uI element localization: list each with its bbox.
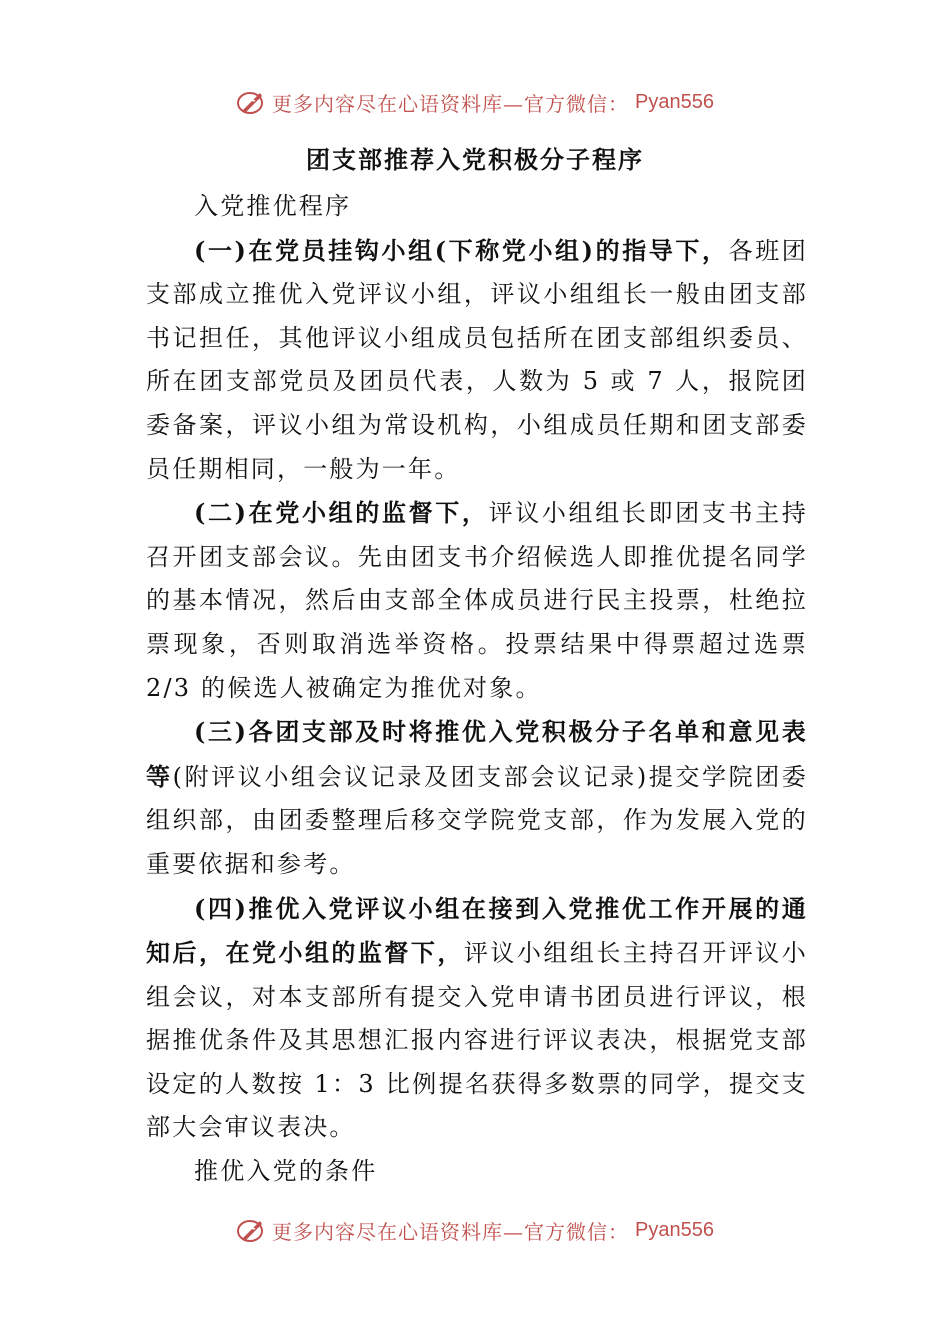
paragraph-1-text: 各班团支部成立推优入党评议小组，评议小组组长一般由团支部书记担任，其他评议小组成员包括所在团支部组织委员、所在团支部党员及团员代表，人数为 5 或 7 人，报院团委备案，评议小组为常设机构，小组成员任期和团支部委员任期相同，一般为一年。 (146, 236, 808, 483)
paragraph-2 (146, 491, 808, 710)
paragraph-4 (146, 887, 808, 1151)
watermark-bottom (0, 1210, 950, 1250)
paragraph-3 (146, 710, 808, 886)
paragraph-2-text: 评议小组组长即团支书主持召开团支部会议。先由团支书介绍候选人即推优提名同学的基本情况，然后由支部全体成员进行民主投票，杜绝拉票现象，否则取消选举资格。投票结果中得票超过选票 2/3 的候选人被确定为推优对象。 (146, 499, 808, 702)
document-body (146, 185, 808, 1194)
paragraph-3-lead: (三)各团支部及时将推优入党积极分子名单和意见表等 (146, 717, 808, 791)
document-title: 团支部推荐入党积极分子程序 (306, 145, 644, 174)
section-heading-conditions: 推优入党的条件 (194, 1157, 378, 1186)
paragraph-4-text: 评议小组组长主持召开评议小组会议，对本支部所有提交入党申请书团员进行评议，根据推优条件及其思想汇报内容进行评议表决，根据党支部设定的人数按 1：3 比例提名获得多数票的同学，提交支部大会审议表决。 (146, 939, 808, 1142)
watermark-top (0, 82, 950, 122)
paragraph-2-lead: (二)在党小组的监督下， (194, 498, 489, 528)
watermark-text: 更多内容尽在心语资料库—官方微信： (272, 91, 630, 116)
quill-logo-icon (236, 87, 266, 117)
quill-logo-icon (236, 1215, 266, 1245)
watermark-text: 更多内容尽在心语资料库—官方微信： (272, 1219, 630, 1244)
section-heading-procedure: 入党推优程序 (194, 192, 352, 220)
paragraph-4-lead: (四)推优入党评议小组在接到入党推优工作开展的通知后，在党小组的监督下， (146, 893, 808, 968)
paragraph-3-text: (附评议小组会议记录及团支部会议记录)提交学院团委组织部，由团委整理后移交学院党支部，作为发展入党的重要依据和参考。 (146, 762, 808, 878)
watermark-id: Pyan556 (635, 90, 714, 113)
watermark-id: Pyan556 (635, 1218, 714, 1241)
paragraph-1 (146, 229, 808, 492)
paragraph-1-lead: (一)在党员挂钩小组(下称党小组)的指导下， (194, 235, 729, 265)
